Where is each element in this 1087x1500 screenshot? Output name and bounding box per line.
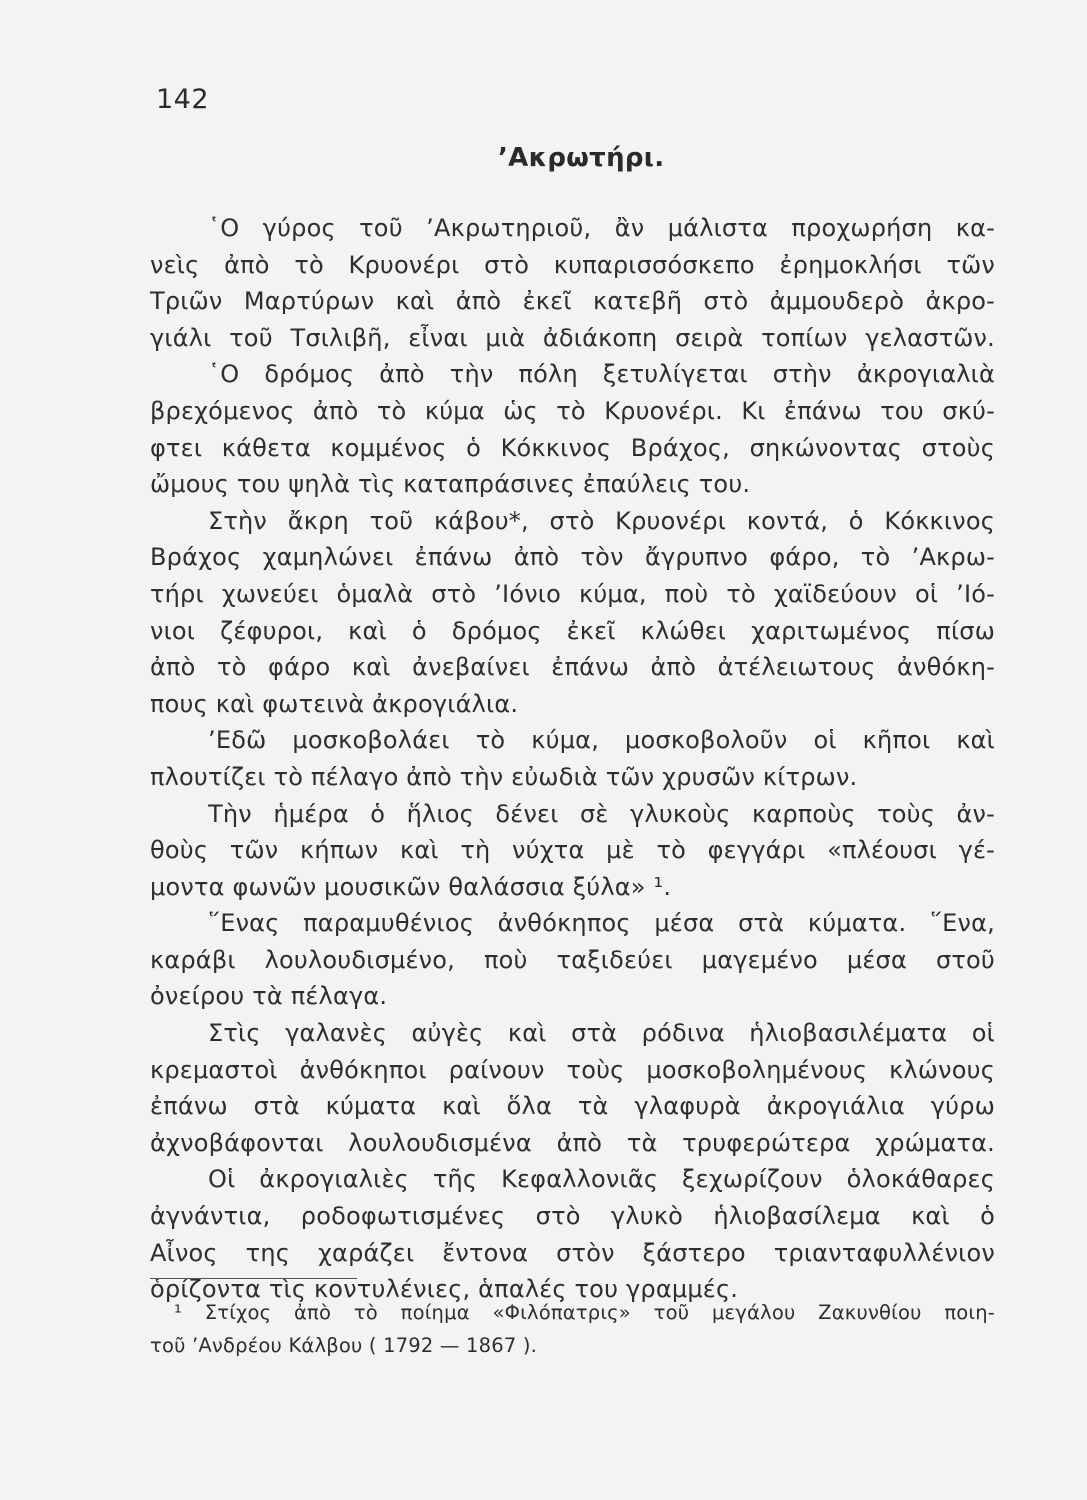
text-line: ῾Ο γύρος τοῦ ’Ακρωτηριοῦ, ἂν μάλιστα προχωρήση κα- [208, 214, 995, 242]
text-line: νιοι ζέφυροι, καὶ ὁ δρόμος ἐκεῖ κλώθει χαριτωμένος πίσω [150, 616, 995, 645]
text-line: Βράχος χαμηλώνει ἐπάνω ἀπὸ τὸν ἄγρυπνο φάρο, τὸ ’Ακρω- [150, 543, 995, 572]
text-line: γιάλι τοῦ Τσιλιβῆ, εἶναι μιὰ ἀδιάκοπη σειρὰ τοπίων γελαστῶν. [150, 323, 995, 352]
text-line: κρεμαστοὶ ἀνθόκηποι ραίνουν τοὺς μοσκοβολημένους κλώνους [150, 1055, 995, 1084]
text-line: ἀγνάντια, ροδοφωτισμένες στὸ γλυκὸ ἡλιοβασίλεμα καὶ ὁ [150, 1202, 995, 1231]
text-line: νεὶς ἀπὸ τὸ Κρυονέρι στὸ κυπαρισσόσκεπο ἐρημοκλήσι τῶν [150, 250, 995, 279]
text-line: Τὴν ἡμέρα ὁ ἥλιος δένει σὲ γλυκοὺς καρποὺς τοὺς ἀν- [208, 799, 995, 828]
text-line: ἀπὸ τὸ φάρο καὶ ἀνεβαίνει ἐπάνω ἀπὸ ἀτέλειωτους ἀνθόκη- [150, 653, 995, 682]
footnote-line: τοῦ ’Ανδρέου Κάλβου ( 1792 — 1867 ). [150, 1334, 538, 1357]
footnote [150, 1296, 995, 1362]
text-line: Οἱ ἀκρογιαλιὲς τῆς Κεφαλλονιᾶς ξεχωρίζουν ὁλοκάθαρες [208, 1165, 995, 1194]
text-line: Αἶνος της χαράζει ἔντονα στὸν ξάστερο τριανταφυλλένιον [150, 1238, 995, 1267]
text-line: καράβι λουλουδισμένο, ποὺ ταξιδεύει μαγεμένο μέσα στοῦ [150, 945, 995, 974]
text-line: Τριῶν Μαρτύρων καὶ ἀπὸ ἐκεῖ κατεβῆ στὸ ἀμμουδερὸ ἀκρο- [150, 287, 995, 316]
text-line: ὤμους του ψηλὰ τὶς καταπράσινες ἐπαύλεις του. [150, 470, 751, 499]
page-number: 142 [156, 84, 210, 115]
text-line: ἀχνοβάφονται λουλουδισμένα ἀπὸ τὰ τρυφερώτερα χρώματα. [150, 1128, 995, 1157]
footnote-line: ¹ Στίχος ἀπὸ τὸ ποίημα «Φιλόπατρις» τοῦ μεγάλου Ζακυνθίου ποιη- [174, 1301, 995, 1324]
chapter-title: ’Ακρωτήρι. [498, 143, 665, 173]
text-line: ῞Ενας παραμυθένιος ἀνθόκηπος μέσα στὰ κύματα. ῞Ενα, [208, 909, 995, 938]
text-line: Στὶς γαλανὲς αὐγὲς καὶ στὰ ρόδινα ἡλιοβασιλέματα οἱ [208, 1019, 995, 1048]
text-line: πλουτίζει τὸ πέλαγο ἀπὸ τὴν εὐωδιὰ τῶν χρυσῶν κίτρων. [150, 762, 858, 791]
text-line: θοὺς τῶν κήπων καὶ τὴ νύχτα μὲ τὸ φεγγάρι «πλέουσι γέ- [150, 836, 995, 865]
text-line: ῾Ο δρόμος ἀπὸ τὴν πόλη ξετυλίγεται στὴν ἀκρογιαλιὰ [208, 360, 995, 389]
text-line: φτει κάθετα κομμένος ὁ Κόκκινος Βράχος, σηκώνοντας στοὺς [150, 433, 995, 462]
text-line: ’Εδῶ μοσκοβολάει τὸ κύμα, μοσκοβολοῦν οἱ κῆποι καὶ [208, 726, 995, 755]
text-line: ὁρίζοντα τὶς κοντυλένιες, ἁπαλές του γραμμές. [150, 1275, 739, 1304]
text-line: τήρι χωνεύει ὁμαλὰ στὸ ’Ιόνιο κύμα, ποὺ τὸ χαϊδεύουν οἱ ’Ιό- [150, 579, 995, 608]
body-text [150, 210, 995, 1308]
text-line: μοντα φωνῶν μουσικῶν θαλάσσια ξύλα» ¹. [150, 872, 672, 901]
text-line: ὀνείρου τὰ πέλαγα. [150, 982, 388, 1011]
footnote-divider [150, 1278, 357, 1279]
text-line: Στὴν ἄκρη τοῦ κάβου*, στὸ Κρυονέρι κοντά, ὁ Κόκκινος [208, 506, 995, 535]
text-line: ἐπάνω στὰ κύματα καὶ ὅλα τὰ γλαφυρὰ ἀκρογιάλια γύρω [150, 1092, 995, 1121]
text-line: πους καὶ φωτεινὰ ἀκρογιάλια. [150, 689, 519, 718]
text-line: βρεχόμενος ἀπὸ τὸ κύμα ὡς τὸ Κρυονέρι. Κι ἐπάνω του σκύ- [150, 396, 995, 425]
